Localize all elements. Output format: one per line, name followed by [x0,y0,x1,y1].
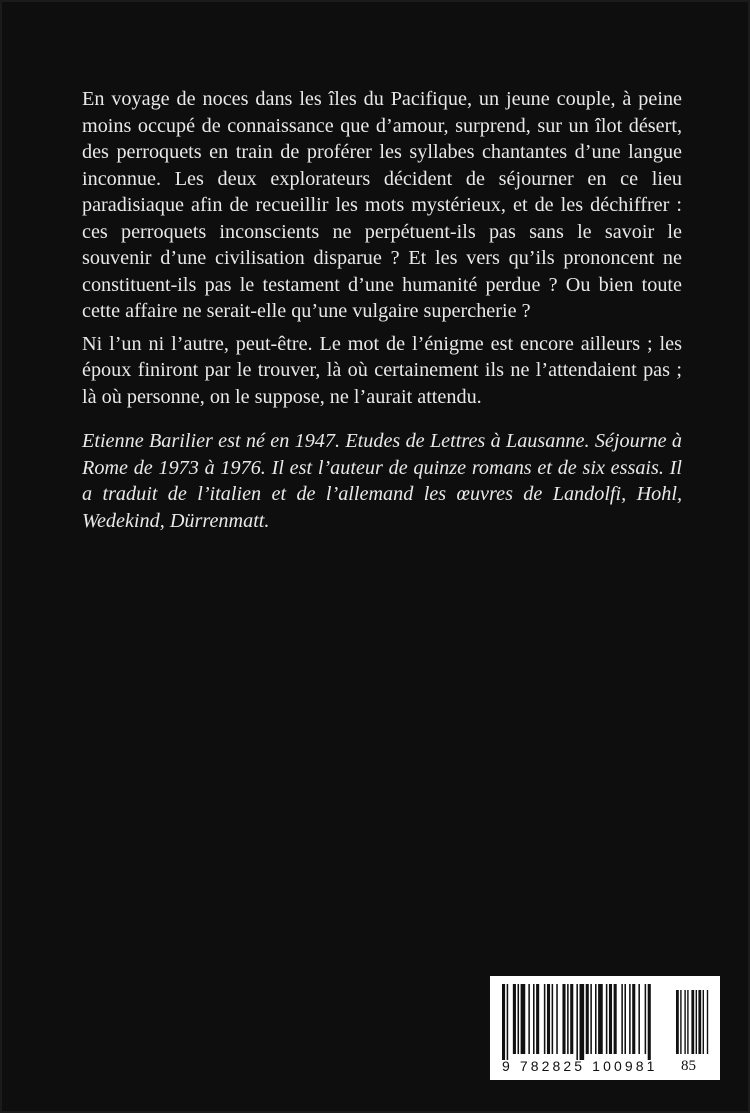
barcode-addon-bar [707,990,708,1054]
barcode-bar [595,984,597,1054]
barcode-bar [521,984,526,1054]
barcode-addon-bar [696,990,697,1054]
barcode-bar [567,984,569,1054]
barcode-addon-bar [698,990,701,1054]
barcode-bar [638,984,640,1054]
barcode-addon-bar [691,990,694,1054]
barcode-bar [502,984,505,1060]
barcode-bar [590,984,592,1054]
barcode-bar [513,984,516,1054]
barcode-bar [562,984,565,1054]
barcode-bar [632,984,635,1054]
barcode-bar [645,984,647,1054]
barcode-bar [598,984,603,1054]
barcode-bar [586,984,589,1054]
barcode-bar [624,984,626,1054]
author-bio: Etienne Barilier est né en 1947. Etudes de Lettres à Lausanne. Séjourne à Rome de 1973 à 1976. Il est l’auteur de quinze romans et de six essais. Il a traduit de l’italien et de l’allemand les œuvres de Landolfi, Hohl, Wedekind, Dürrenmatt. [82,430,682,532]
barcode-bar [536,984,539,1054]
barcode-bar [576,984,578,1060]
barcode-bar [528,984,530,1054]
barcode-addon-bar [680,990,681,1054]
barcode-addon-bar [684,990,685,1054]
price-code: 85 [681,1058,696,1074]
blurb-paragraph-1: En voyage de noces dans les îles du Pacifique, un jeune couple, à peine moins occupé de connaissance que d’amour, surprend, sur un îlot désert, des perroquets en train de proférer les syllabes chantantes d’une langue inconnue. Les deux explorateurs décident de séjourner en ce lieu paradisiaque afin de recueillir les mots mystérieux, et de les déchiffrer : ces perroquets inconscients ne perpétuent-ils pas sans le savoir le souvenir d’une civilisation disparue ? Et les vers qu’ils prononcent ne constituent-ils pas le testament d’une humanité perdue ? Ou bien toute cette affaire ne serait-elle qu’une vulgaire supercherie ? [82,88,682,322]
barcode-bar [533,984,535,1054]
barcode-bar [507,984,509,1060]
isbn-barcode [490,976,720,1080]
barcode-addon-bar [676,990,679,1054]
barcode-bar [621,984,623,1054]
blurb-text [82,86,682,410]
barcode-digits: 9 782825 100981 [502,1058,658,1074]
barcode-bar [580,984,585,1060]
barcode-addon-bar [703,990,704,1054]
barcode-bar [629,984,631,1054]
barcode-addon-bar [687,990,688,1054]
barcode-bar [570,984,573,1054]
barcode-bar [606,984,608,1054]
barcode-bar [609,984,612,1054]
barcode-bar [552,984,554,1054]
blurb-paragraph-2: Ni l’un ni l’autre, peut-être. Le mot de l’énigme est encore ailleurs ; les époux finiront par le trouver, là où certainement ils ne l’attendaient pas ; là où personne, on le suppose, ne l’aurait attendu. [82,332,682,408]
barcode-bar [614,984,617,1054]
barcode-bar [556,984,558,1054]
barcode-bar [547,984,550,1054]
barcode-bar [518,984,520,1054]
barcode-bar [544,984,546,1054]
barcode-bar [648,984,651,1060]
